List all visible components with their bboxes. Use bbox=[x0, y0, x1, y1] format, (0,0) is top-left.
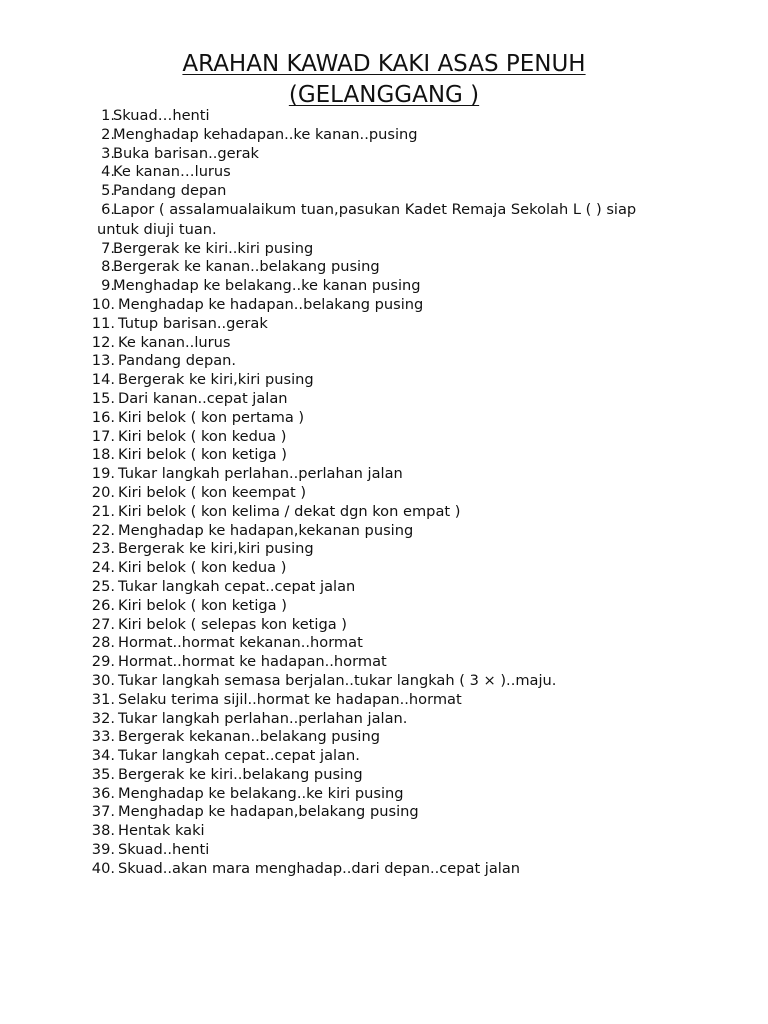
list-item-number: 37. bbox=[91, 803, 115, 821]
list-item bbox=[0, 747, 768, 766]
list-item-text: Buka barisan..gerak bbox=[113, 144, 260, 162]
list-item-number: 17. bbox=[91, 427, 115, 445]
list-item-text: Kiri belok ( kon keempat ) bbox=[118, 483, 307, 501]
list-item-text: Menghadap ke belakang..ke kiri pusing bbox=[118, 784, 404, 802]
list-item bbox=[0, 822, 768, 841]
list-item-number: 20. bbox=[91, 483, 115, 501]
list-item-text: Selaku terima sijil..hormat ke hadapan..hormat bbox=[118, 690, 462, 708]
list-item bbox=[0, 465, 768, 484]
list-item-text: Tutup barisan..gerak bbox=[118, 314, 268, 332]
list-item-number: 3. bbox=[101, 144, 115, 162]
title-line-1: ARAHAN KAWAD KAKI ASAS PENUH bbox=[182, 51, 586, 77]
list-item bbox=[0, 653, 768, 672]
list-item bbox=[0, 126, 768, 145]
list-item-number: 14. bbox=[91, 371, 115, 389]
list-item bbox=[0, 334, 768, 353]
list-item-text: Menghadap kehadapan..ke kanan..pusing bbox=[113, 125, 418, 143]
list-item-text: Dari kanan..cepat jalan bbox=[118, 389, 288, 407]
list-item bbox=[0, 710, 768, 729]
list-item bbox=[0, 803, 768, 822]
list-item bbox=[0, 484, 768, 503]
list-item-text: Pandang depan. bbox=[118, 352, 237, 370]
list-item-text: Bergerak ke kiri,kiri pusing bbox=[118, 540, 314, 558]
document-subtitle bbox=[0, 80, 768, 110]
list-item bbox=[0, 841, 768, 860]
list-item-continuation: untuk diuji tuan. bbox=[97, 221, 217, 239]
list-item-number: 29. bbox=[91, 653, 115, 671]
list-item-text: Skuad…henti bbox=[113, 107, 210, 124]
list-item-text: Kiri belok ( kon pertama ) bbox=[118, 408, 305, 426]
list-item-number: 40. bbox=[91, 859, 115, 877]
list-item-text: Kiri belok ( kon ketiga ) bbox=[118, 596, 287, 614]
list-item-number: 21. bbox=[91, 502, 115, 520]
list-item bbox=[0, 766, 768, 785]
list-item-text: Skuad..henti bbox=[118, 841, 210, 859]
list-item-number: 24. bbox=[91, 559, 115, 577]
list-item-text: Kiri belok ( kon kedua ) bbox=[118, 559, 287, 577]
list-item-number: 1. bbox=[101, 107, 115, 124]
list-item bbox=[0, 860, 768, 879]
list-item-text: Hormat..hormat ke hadapan..hormat bbox=[118, 653, 387, 671]
document-title bbox=[0, 49, 768, 79]
list-item bbox=[0, 634, 768, 653]
list-item-text: Ke kanan..lurus bbox=[118, 333, 231, 351]
list-item-number: 4. bbox=[101, 163, 115, 181]
list-item-text: Lapor ( assalamualaikum tuan,pasukan Kadet Remaja Sekolah L ( ) siap bbox=[113, 200, 637, 218]
drill-command-list bbox=[0, 107, 768, 879]
title-line-2: (GELANGGANG ) bbox=[288, 82, 480, 108]
list-item-number: 28. bbox=[91, 634, 115, 652]
list-item bbox=[0, 145, 768, 164]
list-item-number: 5. bbox=[101, 182, 115, 200]
list-item bbox=[0, 597, 768, 616]
list-item-text: Kiri belok ( kon kelima / dekat dgn kon empat ) bbox=[118, 502, 461, 520]
list-item bbox=[0, 616, 768, 635]
list-item-number: 30. bbox=[91, 671, 115, 689]
list-item-number: 31. bbox=[91, 690, 115, 708]
list-item-text: Menghadap ke hadapan..belakang pusing bbox=[118, 295, 424, 313]
list-item-number: 27. bbox=[91, 615, 115, 633]
list-item bbox=[0, 240, 768, 259]
list-item-number: 39. bbox=[91, 841, 115, 859]
list-item bbox=[0, 163, 768, 182]
list-item-number: 7. bbox=[101, 239, 115, 257]
list-item bbox=[0, 277, 768, 296]
list-item-number: 36. bbox=[91, 784, 115, 802]
list-item-number: 16. bbox=[91, 408, 115, 426]
list-item-text: Menghadap ke hadapan,kekanan pusing bbox=[118, 521, 414, 539]
list-item-text: Menghadap ke hadapan,belakang pusing bbox=[118, 803, 419, 821]
list-item-number: 25. bbox=[91, 577, 115, 595]
list-item-text: Pandang depan bbox=[113, 182, 227, 200]
list-item-number: 6. bbox=[101, 200, 115, 218]
list-item-text: Ke kanan…lurus bbox=[113, 163, 231, 181]
list-item-text: Kiri belok ( kon ketiga ) bbox=[118, 446, 287, 464]
list-item bbox=[0, 559, 768, 578]
list-item-text: Kiri belok ( kon kedua ) bbox=[118, 427, 287, 445]
list-item-text: Bergerak ke kiri,kiri pusing bbox=[118, 371, 314, 389]
list-item-number: 10. bbox=[91, 295, 115, 313]
list-item-number: 32. bbox=[91, 709, 115, 727]
list-item bbox=[0, 446, 768, 465]
list-item-text: Kiri belok ( selepas kon ketiga ) bbox=[118, 615, 348, 633]
list-item-text: Hentak kaki bbox=[118, 822, 205, 840]
list-item-text: Tukar langkah semasa berjalan..tukar langkah ( 3 × )..maju. bbox=[118, 671, 557, 689]
list-item bbox=[0, 522, 768, 541]
list-item bbox=[0, 428, 768, 447]
list-item-text: Tukar langkah perlahan..perlahan jalan bbox=[118, 465, 403, 483]
list-item-number: 12. bbox=[91, 333, 115, 351]
list-item bbox=[0, 182, 768, 201]
list-item bbox=[0, 728, 768, 747]
list-item-number: 8. bbox=[101, 258, 115, 276]
list-item bbox=[0, 371, 768, 390]
list-item bbox=[0, 691, 768, 710]
list-item-text: Tukar langkah cepat..cepat jalan. bbox=[118, 747, 360, 765]
list-item bbox=[0, 315, 768, 334]
list-item-text: Bergerak ke kanan..belakang pusing bbox=[113, 258, 380, 276]
list-item-number: 35. bbox=[91, 765, 115, 783]
list-item bbox=[0, 201, 768, 240]
list-item-number: 11. bbox=[91, 314, 115, 332]
list-item-text: Tukar langkah perlahan..perlahan jalan. bbox=[118, 709, 408, 727]
list-item-number: 34. bbox=[91, 747, 115, 765]
list-item-text: Bergerak ke kiri..kiri pusing bbox=[113, 239, 314, 257]
list-item-number: 15. bbox=[91, 389, 115, 407]
list-item-number: 13. bbox=[91, 352, 115, 370]
list-item bbox=[0, 107, 768, 126]
list-item bbox=[0, 672, 768, 691]
list-item-number: 26. bbox=[91, 596, 115, 614]
list-item bbox=[0, 352, 768, 371]
list-item-text: Hormat..hormat kekanan..hormat bbox=[118, 634, 363, 652]
list-item-number: 19. bbox=[91, 465, 115, 483]
list-item bbox=[0, 785, 768, 804]
list-item-number: 22. bbox=[91, 521, 115, 539]
list-item bbox=[0, 503, 768, 522]
list-item-number: 33. bbox=[91, 728, 115, 746]
list-item-text: Tukar langkah cepat..cepat jalan bbox=[118, 577, 356, 595]
list-item bbox=[0, 296, 768, 315]
list-item bbox=[0, 390, 768, 409]
list-item-number: 9. bbox=[101, 277, 115, 295]
list-item-number: 38. bbox=[91, 822, 115, 840]
list-item-text: Menghadap ke belakang..ke kanan pusing bbox=[113, 277, 421, 295]
list-item-text: Bergerak kekanan..belakang pusing bbox=[118, 728, 380, 746]
list-item-number: 18. bbox=[91, 446, 115, 464]
list-item-text: Skuad..akan mara menghadap..dari depan..cepat jalan bbox=[118, 859, 521, 877]
list-item-number: 23. bbox=[91, 540, 115, 558]
list-item bbox=[0, 258, 768, 277]
list-item bbox=[0, 409, 768, 428]
list-item bbox=[0, 578, 768, 597]
list-item-number: 2. bbox=[101, 125, 115, 143]
list-item-text: Bergerak ke kiri..belakang pusing bbox=[118, 765, 363, 783]
list-item bbox=[0, 540, 768, 559]
